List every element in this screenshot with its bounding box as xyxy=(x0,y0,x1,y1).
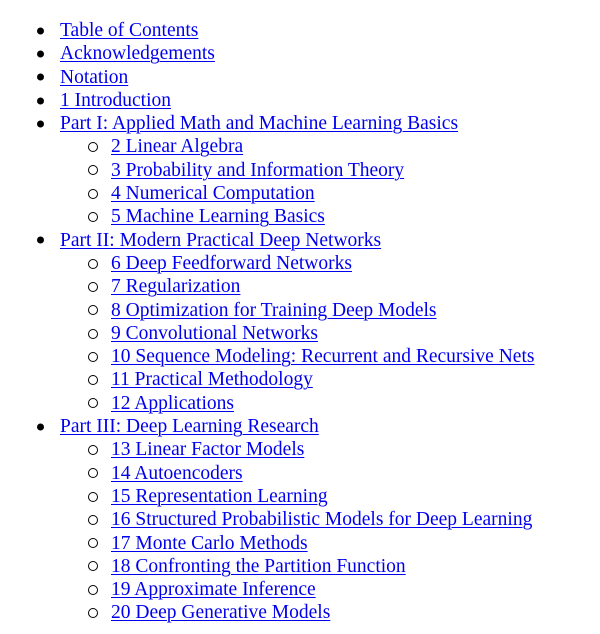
toc-item-autoencoders xyxy=(0,462,600,485)
bullet-disc-icon xyxy=(37,97,44,104)
toc-item-linear-algebra xyxy=(0,135,600,158)
toc-link-regularization[interactable]: 7 Regularization xyxy=(111,276,241,298)
toc-item-approximate-inference xyxy=(0,578,600,601)
toc-link-introduction[interactable]: 1 Introduction xyxy=(60,89,172,111)
toc-link-structured-probabilistic[interactable]: 16 Structured Probabilistic Models for Deep Learning xyxy=(111,509,533,531)
toc-item-partition-function xyxy=(0,555,600,578)
toc-link-notation[interactable]: Notation xyxy=(60,66,129,88)
bullet-circle-icon xyxy=(88,282,98,292)
bullet-circle-icon xyxy=(88,352,98,362)
bullet-circle-icon xyxy=(88,515,98,525)
table-of-contents-list xyxy=(0,19,600,625)
toc-link-linear-factor[interactable]: 13 Linear Factor Models xyxy=(111,439,305,461)
toc-link-representation-learning[interactable]: 15 Representation Learning xyxy=(111,485,328,507)
bullet-circle-icon xyxy=(88,165,98,175)
bullet-circle-icon xyxy=(88,585,98,595)
bullet-circle-icon xyxy=(88,445,98,455)
toc-link-linear-algebra[interactable]: 2 Linear Algebra xyxy=(111,136,244,158)
toc-link-ml-basics[interactable]: 5 Machine Learning Basics xyxy=(111,206,325,228)
toc-item-representation-learning xyxy=(0,485,600,508)
toc-item-practical-methodology xyxy=(0,368,600,391)
toc-link-monte-carlo[interactable]: 17 Monte Carlo Methods xyxy=(111,532,308,554)
toc-item-ml-basics xyxy=(0,205,600,228)
toc-item-sequence-modeling xyxy=(0,345,600,368)
bullet-circle-icon xyxy=(88,492,98,502)
bullet-disc-icon xyxy=(37,50,44,57)
toc-link-acknowledgements[interactable]: Acknowledgements xyxy=(60,43,215,65)
toc-item-deep-generative xyxy=(0,601,600,624)
toc-link-partition-function[interactable]: 18 Confronting the Partition Function xyxy=(111,555,406,577)
toc-link-practical-methodology[interactable]: 11 Practical Methodology xyxy=(111,369,313,391)
bullet-circle-icon xyxy=(88,608,98,618)
toc-link-part-1[interactable]: Part I: Applied Math and Machine Learning Basics xyxy=(60,113,459,135)
bullet-circle-icon xyxy=(88,189,98,199)
toc-link-part-2[interactable]: Part II: Modern Practical Deep Networks xyxy=(60,229,382,251)
bullet-disc-icon xyxy=(37,120,44,127)
toc-item-acknowledgements xyxy=(0,42,600,65)
toc-link-deep-generative[interactable]: 20 Deep Generative Models xyxy=(111,602,331,624)
toc-link-optimization[interactable]: 8 Optimization for Training Deep Models xyxy=(111,299,437,321)
bullet-circle-icon xyxy=(88,468,98,478)
toc-item-probability xyxy=(0,159,600,182)
toc-item-part-1 xyxy=(0,112,600,135)
bullet-circle-icon xyxy=(88,305,98,315)
bullet-disc-icon xyxy=(37,74,44,81)
bullet-circle-icon xyxy=(88,398,98,408)
toc-link-table-of-contents[interactable]: Table of Contents xyxy=(60,20,199,41)
bullet-circle-icon xyxy=(88,329,98,339)
toc-item-numerical-computation xyxy=(0,182,600,205)
toc-link-part-3[interactable]: Part III: Deep Learning Research xyxy=(60,416,319,438)
toc-item-regularization xyxy=(0,275,600,298)
toc-item-feedforward xyxy=(0,252,600,275)
bullet-circle-icon xyxy=(88,142,98,152)
bullet-circle-icon xyxy=(88,561,98,571)
toc-item-convolutional xyxy=(0,322,600,345)
toc-link-applications[interactable]: 12 Applications xyxy=(111,392,234,414)
bullet-disc-icon xyxy=(37,423,44,430)
toc-link-autoencoders[interactable]: 14 Autoencoders xyxy=(111,462,243,484)
toc-link-sequence-modeling[interactable]: 10 Sequence Modeling: Recurrent and Recursive Nets xyxy=(111,346,535,368)
bullet-disc-icon xyxy=(37,237,44,244)
toc-link-probability[interactable]: 3 Probability and Information Theory xyxy=(111,159,405,181)
toc-link-convolutional[interactable]: 9 Convolutional Networks xyxy=(111,322,318,344)
toc-link-feedforward[interactable]: 6 Deep Feedforward Networks xyxy=(111,252,352,274)
toc-item-table-of-contents xyxy=(0,19,600,42)
toc-link-numerical-computation[interactable]: 4 Numerical Computation xyxy=(111,183,315,205)
toc-item-monte-carlo xyxy=(0,532,600,555)
bullet-circle-icon xyxy=(88,259,98,269)
bullet-circle-icon xyxy=(88,375,98,385)
toc-item-optimization xyxy=(0,299,600,322)
toc-item-introduction xyxy=(0,89,600,112)
bullet-disc-icon xyxy=(37,27,44,34)
toc-item-applications xyxy=(0,392,600,415)
toc-item-structured-probabilistic xyxy=(0,508,600,531)
bullet-circle-icon xyxy=(88,212,98,222)
toc-item-part-3 xyxy=(0,415,600,438)
toc-item-linear-factor xyxy=(0,438,600,461)
toc-link-approximate-inference[interactable]: 19 Approximate Inference xyxy=(111,579,316,601)
toc-item-notation xyxy=(0,66,600,89)
toc-item-part-2 xyxy=(0,229,600,252)
bullet-circle-icon xyxy=(88,538,98,548)
